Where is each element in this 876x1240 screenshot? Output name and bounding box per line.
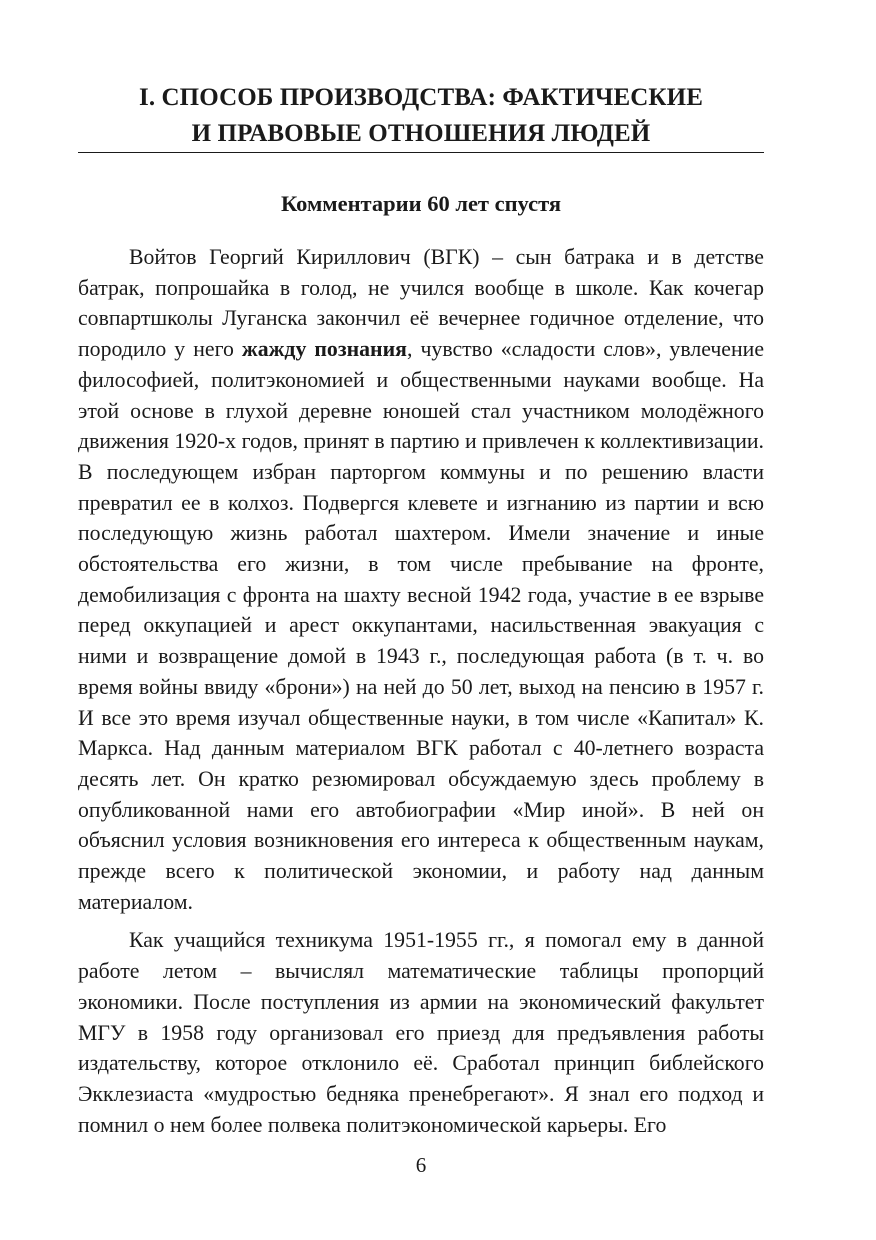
paragraph-1-start: Войтов Георгий Кириллович (ВГК) – сын батрака и в детстве батрак, попрошайка в голод, не учился вообще в школе. Как кочегар совпартшколы Луганска закончил её вечернее годичное отделение, что породило у него: [78, 245, 764, 362]
chapter-title-line-2: И ПРАВОВЫЕ ОТНОШЕНИЯ ЛЮДЕЙ: [191, 120, 651, 147]
paragraph-1-rest: , чувство «сладости слов», увлечение философией, политэкономией и общественными науками вообще. На этой основе в глухой деревне юношей стал участником молодёжного движения 1920-х годов, принят в партию и привлечен к коллективизации. В последующем избран парторгом коммуны и по решению власти превратил ее в колхоз. Подвергся клевете и изгнанию из партии и всю последующую жизнь работал шахтером. Имели значение и иные обстоятельства его жизни, в том числе пребывание на фронте, демобилизация с фронта на шахту весной 1942 года, участие в ее взрыве перед оккупацией и арест оккупантами, насильственная эвакуация с ними и возвращение домой в 1943 г., последующая работа (в т. ч. во время войны ввиду «брони») на ней до 50 лет, выход на пенсию в 1957 г. И все это время изучал общественные науки, в том числе «Капитал» К. Маркса. Над данным материалом ВГК работал с 40-летнего возраста десять лет. Он кратко резюмировал обсуждаемую здесь проблему в опубликованной нами его автобиографии «Мир иной». В ней он объяснил условия возникновения его интереса к общественным наукам, прежде всего к политической экономии, и работу над данным материалом.: [78, 337, 764, 914]
paragraph-1-emphasis: жажду познания: [241, 337, 407, 362]
title-divider: [78, 152, 764, 153]
paragraph-1: [78, 242, 764, 917]
chapter-title: [78, 80, 764, 152]
page-number: 6: [415, 1153, 427, 1177]
paragraph-2: Как учащийся техникума 1951-1955 гг., я помогал ему в данной работе летом – вычислял математические таблицы пропорций экономики. После поступления из армии на экономический факультет МГУ в 1958 году организовал его приезд для предъявления работы издательству, которое отклонило её. Сработал принцип библейского Экклезиаста «мудростью бедняка пренебрегают». Я знал его подход и помнил о нем более полвека политэкономической карьеры. Его: [78, 928, 764, 1137]
section-title: Комментарии 60 лет спустя: [280, 191, 562, 216]
chapter-title-line-1: I. СПОСОБ ПРОИЗВОДСТВА: ФАКТИЧЕСКИЕ: [139, 84, 703, 111]
body-text: [78, 242, 764, 1148]
